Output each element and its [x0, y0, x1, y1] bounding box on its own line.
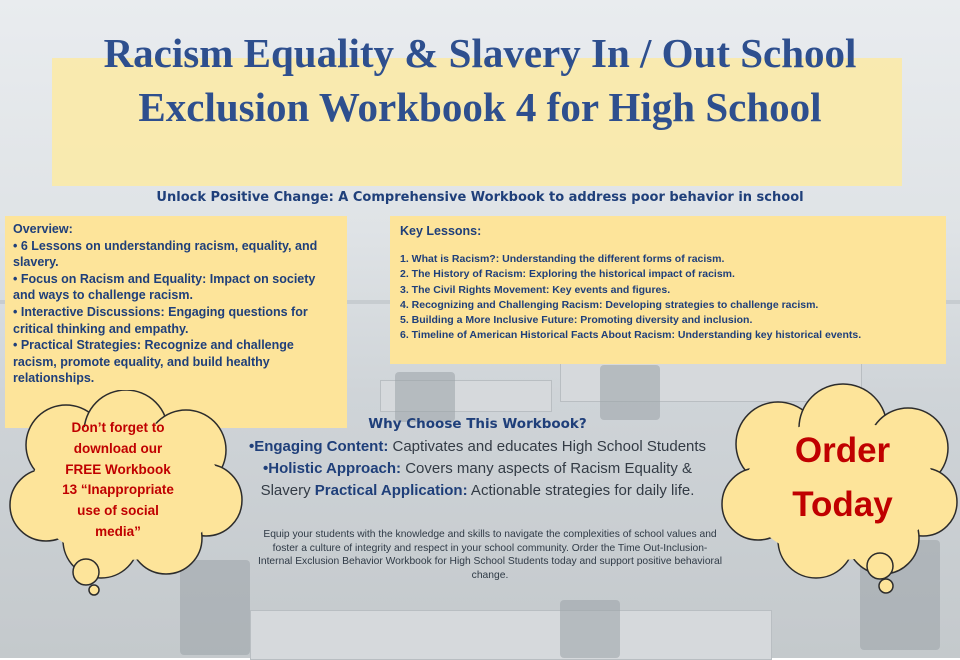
lesson-item: 5. Building a More Inclusive Future: Promoting diversity and inclusion. [400, 314, 753, 327]
why-choose-section [205, 416, 750, 502]
lesson-item: 4. Recognizing and Challenging Racism: Developing strategies to challenge racism. [400, 298, 819, 311]
free-workbook-text [42, 418, 194, 543]
thought-bubble-icon [66, 556, 106, 596]
chair [600, 365, 660, 420]
cloud-line: media” [95, 523, 141, 539]
why-line-holistic [205, 458, 750, 480]
practical-label: Practical Application: [314, 482, 468, 499]
cloud-line: 13 “Inappropriate [62, 482, 174, 498]
practical-text: Actionable strategies for daily life. [467, 482, 695, 499]
overview-item: • Practical Strategies: Recognize and challenge racism, promote equality, and build healthy relationships. [13, 338, 294, 386]
lesson-item: 3. The Civil Rights Movement: Key events and figures. [400, 283, 671, 296]
order-today-text[interactable] [760, 424, 925, 532]
chair [395, 372, 455, 422]
overview-item: • Focus on Racism and Equality: Impact on society and ways to challenge racism. [13, 271, 316, 303]
order-line: Order [794, 431, 891, 470]
cloud-line: Don’t forget to [71, 420, 165, 435]
slavery-text: Slavery [260, 482, 315, 499]
page-title: Racism Equality & Slavery In / Out School Exclusion Workbook 4 for High School [103, 30, 857, 130]
why-line-engaging [205, 436, 750, 458]
thought-bubble-icon [862, 550, 902, 596]
cloud-line: download our [73, 440, 163, 456]
engaging-text: Captivates and educates High School Students [388, 438, 707, 455]
lesson-item: 1. What is Racism?: Understanding the different forms of racism. [400, 253, 725, 265]
chair [560, 600, 620, 658]
cloud-line: FREE Workbook [65, 461, 171, 477]
holistic-text: Covers many aspects of Racism Equality & [401, 460, 692, 477]
order-line: Today [792, 485, 893, 524]
overview-item: • 6 Lessons on understanding racism, equality, and slavery. [13, 238, 318, 270]
why-line-practical [205, 480, 750, 502]
key-lessons-box [390, 216, 946, 364]
desk [250, 610, 772, 660]
equip-paragraph: Equip your students with the knowledge and skills to navigate the complexities of school values and foster a culture of integrity and respect in your school community. Order the Time Out-Inclusion- Internal Exclusion Behavior Workbook for High School Students today and support positive behavioral change. [257, 529, 722, 581]
overview-heading: Overview: [13, 222, 73, 236]
subtitle: Unlock Positive Change: A Comprehensive Workbook to address poor behavior in school [156, 190, 804, 205]
lesson-item: 6. Timeline of American Historical Facts About Racism: Understanding key historical events. [400, 329, 862, 342]
engaging-label: •Engaging Content: [248, 438, 389, 455]
key-lessons-heading: Key Lessons: [400, 224, 482, 238]
holistic-label: •Holistic Approach: [263, 460, 402, 477]
overview-item: • Interactive Discussions: Engaging questions for critical thinking and empathy. [13, 304, 308, 336]
lesson-item: 2. The History of Racism: Exploring the historical impact of racism. [400, 268, 735, 281]
why-heading: Why Choose This Workbook? [368, 416, 587, 432]
cloud-line: use of social [77, 503, 159, 519]
